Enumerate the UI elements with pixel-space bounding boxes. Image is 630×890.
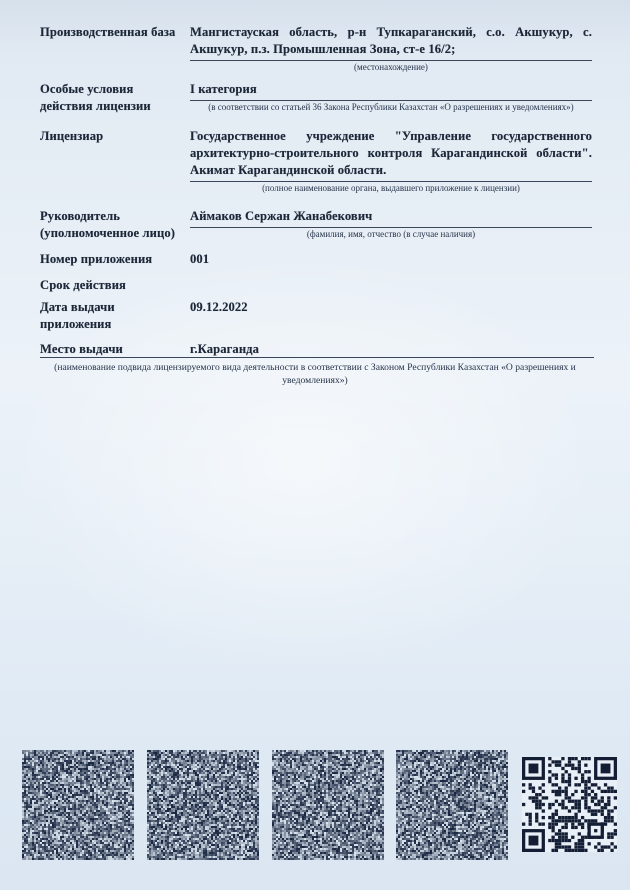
licensor-label: Лицензиар: [40, 129, 104, 143]
licensor-caption: (полное наименование органа, выдавшего приложение к лицензии): [262, 183, 520, 193]
field-special-conditions: [40, 81, 592, 114]
head-caption: (фамилия, имя, отчество (в случае наличия): [306, 229, 476, 239]
issue-place-label: Место выдачи: [40, 342, 123, 356]
appendix-number-value: 001: [190, 252, 210, 266]
digital-signature-stamp-2: [147, 750, 259, 860]
field-head: [40, 208, 592, 241]
special-conditions-label: Особые условия действия лицензии: [40, 82, 151, 113]
validity-period-label: Срок действия: [40, 278, 126, 292]
field-licensor: [40, 128, 592, 194]
underline: [190, 60, 592, 61]
issue-date-value: 09.12.2022: [190, 300, 248, 314]
production-base-value: Мангистауская область, р-н Тупкараганский, с.о. Акшукур, с. Акшукур, п.з. Промышленная Зона, ст-е 16/2;: [190, 25, 592, 56]
divider-line: [40, 357, 594, 358]
special-conditions-value: I категория: [190, 82, 257, 96]
underline: [190, 100, 592, 101]
head-value: Аймаков Сержан Жанабекович: [190, 209, 373, 223]
field-production-base: [40, 24, 592, 73]
qr-code: [522, 757, 617, 852]
head-label: Руководитель (уполномоченное лицо): [40, 209, 176, 240]
licensor-value: Государственное учреждение "Управление государственного архитектурно-строительного контроля Карагандинской области". Акимат Карагандинской области.: [190, 129, 592, 177]
field-appendix-number: [40, 251, 592, 268]
digital-signature-stamp-3: [272, 750, 384, 860]
special-conditions-caption: (в соответствии со статьей 36 Закона Республики Казахстан «О разрешениях и уведомлениях»): [208, 102, 574, 112]
appendix-number-label: Номер приложения: [40, 252, 153, 266]
digital-signature-stamp-1: [22, 750, 134, 860]
issue-date-label: Дата выдачи приложения: [40, 300, 115, 331]
underline: [190, 227, 592, 228]
field-validity-period: [40, 277, 592, 294]
production-base-caption: (местонахождение): [354, 62, 428, 72]
field-issue-place: [40, 341, 592, 358]
digital-signature-stamp-4: [396, 750, 508, 860]
field-issue-date: [40, 299, 592, 332]
footnote: (наименование подвида лицензируемого вида деятельности в соответствии с Законом Республики Казахстан «О разрешениях и уведомлениях»): [54, 362, 576, 386]
underline: [190, 181, 592, 182]
issue-place-value: г.Караганда: [190, 342, 260, 356]
production-base-label: Производственная база: [40, 25, 176, 39]
